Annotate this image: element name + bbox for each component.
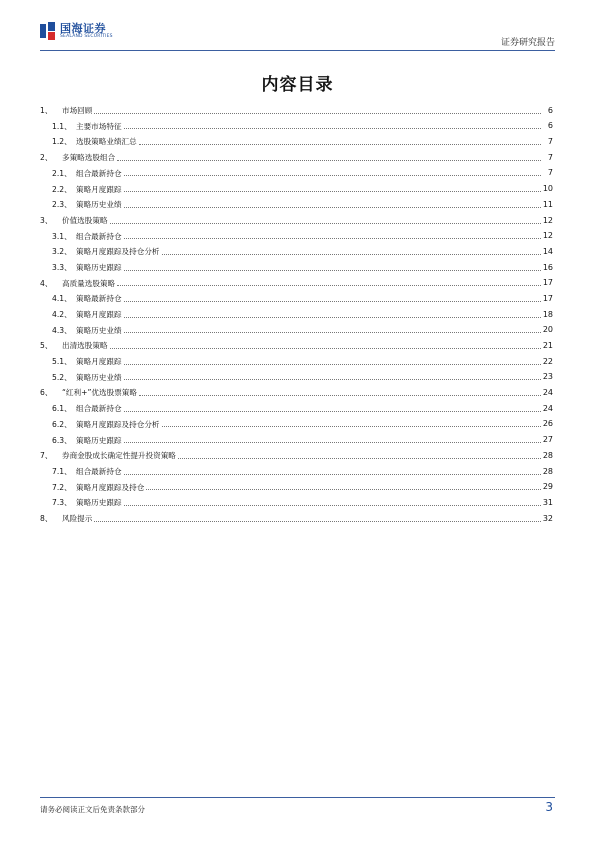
toc-dot-leader: [139, 143, 541, 145]
toc-entry[interactable]: [40, 287, 553, 303]
toc-dot-leader: [117, 159, 541, 161]
toc-entry-number: 2.2、: [52, 184, 72, 194]
logo-chinese-name: 国海证券: [60, 21, 106, 35]
toc-entry[interactable]: [40, 162, 553, 178]
toc-entry[interactable]: [40, 303, 553, 319]
toc-entry[interactable]: [40, 240, 553, 256]
toc-entry[interactable]: [40, 115, 553, 131]
toc-entry-number: 7、: [40, 451, 53, 461]
toc-entry-page: 24: [542, 403, 553, 413]
toc-entry-number: 1.2、: [52, 137, 72, 147]
toc-dot-leader: [124, 127, 541, 129]
toc-entry-label: 市场回顾: [62, 106, 93, 116]
toc-dot-leader: [124, 237, 541, 239]
company-logo: [40, 22, 113, 40]
toc-entry-label: 券商金股成长确定性提升投资策略: [62, 451, 176, 461]
toc-entry-page: 22: [542, 356, 553, 366]
toc-entry-label: 策略最新持仓: [76, 294, 122, 304]
toc-entry-label: 选股策略业绩汇总: [76, 137, 137, 147]
toc-entry[interactable]: [40, 256, 553, 272]
toc-entry-page: 29: [542, 482, 553, 492]
toc-entry-page: 31: [542, 497, 553, 507]
toc-entry-page: 12: [542, 215, 553, 225]
toc-entry-label: 策略历史业绩: [76, 372, 122, 382]
toc-dot-leader: [124, 300, 541, 302]
toc-entry[interactable]: [40, 397, 553, 413]
toc-entry[interactable]: [40, 319, 553, 335]
toc-entry[interactable]: [40, 476, 553, 492]
toc-entry-page: 18: [542, 309, 553, 319]
toc-entry-number: 2.1、: [52, 168, 72, 178]
toc-entry-label: 策略月度跟踪: [76, 184, 122, 194]
toc-entry[interactable]: [40, 413, 553, 429]
toc-entry-label: 主要市场特征: [76, 121, 122, 131]
toc-entry-label: 组合最新持仓: [76, 231, 122, 241]
toc-entry-label: 策略月度跟踪: [76, 357, 122, 367]
toc-dot-leader: [124, 269, 541, 271]
toc-entry-number: 8、: [40, 513, 53, 523]
toc-entry-page: 6: [547, 121, 553, 131]
toc-dot-leader: [110, 347, 541, 349]
toc-entry-label: 价值选股策略: [62, 215, 108, 225]
toc-entry-label: 策略月度跟踪: [76, 310, 122, 320]
toc-entry-page: 7: [547, 137, 553, 147]
toc-entry[interactable]: [40, 225, 553, 241]
toc-entry-number: 1、: [40, 106, 53, 116]
toc-entry-page: 28: [542, 450, 553, 460]
toc-entry-page: 24: [542, 388, 553, 398]
toc-entry-number: 4.3、: [52, 325, 72, 335]
toc-entry-page: 11: [542, 199, 553, 209]
toc-entry-page: 6: [547, 105, 553, 115]
toc-entry[interactable]: [40, 193, 553, 209]
toc-dot-leader: [124, 316, 541, 318]
toc-entry-number: 7.2、: [52, 482, 72, 492]
toc-dot-leader: [124, 363, 541, 365]
disclaimer-note: 请务必阅读正文后免责条款部分: [40, 805, 145, 814]
toc-entry-label: 多策略选股组合: [62, 153, 116, 163]
toc-entry-number: 6.1、: [52, 404, 72, 414]
toc-entry-number: 6.2、: [52, 419, 72, 429]
toc-dot-leader: [178, 457, 541, 459]
table-of-contents: [40, 99, 553, 523]
report-type-label: 证券研究报告: [500, 38, 555, 48]
logo-english-name: SEALAND SECURITIES: [60, 33, 113, 39]
toc-entry[interactable]: [40, 350, 553, 366]
toc-entry-number: 2.3、: [52, 200, 72, 210]
toc-entry-label: 策略历史跟踪: [76, 262, 122, 272]
toc-dot-leader: [162, 253, 541, 255]
toc-entry-label: 策略月度跟踪及持仓: [76, 482, 145, 492]
toc-dot-leader: [94, 520, 540, 522]
toc-entry-page: 21: [542, 341, 553, 350]
toc-entry-label: 组合最新持仓: [76, 168, 122, 178]
toc-entry-number: 4、: [40, 278, 53, 288]
toc-entry-number: 6、: [40, 388, 53, 398]
toc-entry-page: 10: [542, 184, 553, 194]
toc-entry-page: 27: [542, 435, 553, 445]
toc-entry[interactable]: [40, 272, 553, 288]
toc-entry-label: 组合最新持仓: [76, 466, 122, 476]
toc-entry-number: 6.3、: [52, 435, 72, 445]
toc-dot-leader: [110, 222, 541, 224]
toc-entry-page: 17: [542, 293, 553, 303]
toc-entry-number: 3、: [40, 215, 53, 225]
toc-entry-number: 5、: [40, 341, 53, 351]
toc-entry-number: 3.2、: [52, 247, 72, 257]
toc-dot-leader: [139, 394, 541, 396]
toc-entry-number: 7.1、: [52, 466, 72, 476]
toc-entry-number: 3.3、: [52, 262, 72, 272]
toc-entry-page: 17: [542, 278, 553, 288]
toc-entry-page: 12: [542, 231, 553, 241]
toc-dot-leader: [124, 206, 541, 208]
toc-entry[interactable]: [40, 507, 553, 523]
toc-entry[interactable]: [40, 444, 553, 460]
toc-entry[interactable]: [40, 146, 553, 162]
toc-entry-label: 策略历史跟踪: [76, 435, 122, 445]
toc-entry-number: 2、: [40, 153, 53, 163]
toc-entry[interactable]: [40, 334, 553, 350]
toc-entry-number: 4.2、: [52, 310, 72, 320]
toc-dot-leader: [124, 378, 541, 380]
toc-dot-leader: [94, 112, 541, 114]
toc-dot-leader: [124, 331, 541, 333]
toc-entry-number: 5.2、: [52, 372, 72, 382]
toc-entry-page: 26: [542, 419, 553, 429]
toc-entry[interactable]: [40, 428, 553, 444]
toc-entry[interactable]: [40, 381, 553, 397]
toc-entry[interactable]: [40, 460, 553, 476]
toc-entry-page: 16: [542, 262, 553, 272]
toc-entry-page: 32: [542, 513, 553, 523]
toc-entry-number: 7.3、: [52, 498, 72, 508]
toc-entry-page: 14: [542, 246, 553, 256]
toc-entry-label: 策略历史跟踪: [76, 498, 122, 508]
toc-entry-label: 策略月度跟踪及持仓分析: [76, 419, 160, 429]
footer-divider: [40, 797, 555, 798]
page-number: 3: [545, 800, 553, 814]
logo-mark-icon: [40, 22, 56, 40]
toc-dot-leader: [124, 174, 541, 176]
toc-dot-leader: [162, 425, 541, 427]
toc-entry-page: 7: [547, 152, 553, 162]
header-divider: [40, 50, 555, 51]
toc-dot-leader: [124, 473, 541, 475]
toc-entry-page: 7: [547, 168, 553, 178]
toc-entry-label: 策略历史业绩: [76, 325, 122, 335]
toc-entry-number: 1.1、: [52, 121, 72, 131]
toc-title: 内容目录: [261, 75, 334, 95]
toc-entry-number: 3.1、: [52, 231, 72, 241]
toc-dot-leader: [124, 190, 541, 192]
toc-entry[interactable]: [40, 209, 553, 225]
toc-entry-label: 出清选股策略: [62, 341, 108, 351]
toc-entry-label: 策略月度跟踪及持仓分析: [76, 247, 160, 257]
toc-entry[interactable]: [40, 177, 553, 193]
toc-entry-number: 5.1、: [52, 357, 72, 367]
toc-dot-leader: [117, 284, 541, 286]
toc-entry-label: 风险提示: [62, 513, 93, 523]
toc-entry-page: 23: [542, 372, 553, 382]
toc-dot-leader: [124, 504, 541, 506]
toc-entry[interactable]: [40, 366, 553, 382]
toc-entry-label: “红利+”优选股票策略: [62, 388, 137, 398]
toc-dot-leader: [146, 488, 540, 490]
toc-dot-leader: [124, 410, 541, 412]
toc-entry[interactable]: [40, 99, 553, 115]
toc-entry-label: 高质量选股策略: [62, 278, 116, 288]
toc-entry-page: 28: [542, 466, 553, 476]
toc-entry-label: 组合最新持仓: [76, 404, 122, 414]
toc-entry-page: 20: [542, 325, 553, 335]
toc-entry[interactable]: [40, 130, 553, 146]
toc-entry[interactable]: [40, 491, 553, 507]
toc-dot-leader: [124, 441, 541, 443]
page-header: [40, 22, 555, 48]
toc-entry-label: 策略历史业绩: [76, 200, 122, 210]
toc-entry-number: 4.1、: [52, 294, 72, 304]
